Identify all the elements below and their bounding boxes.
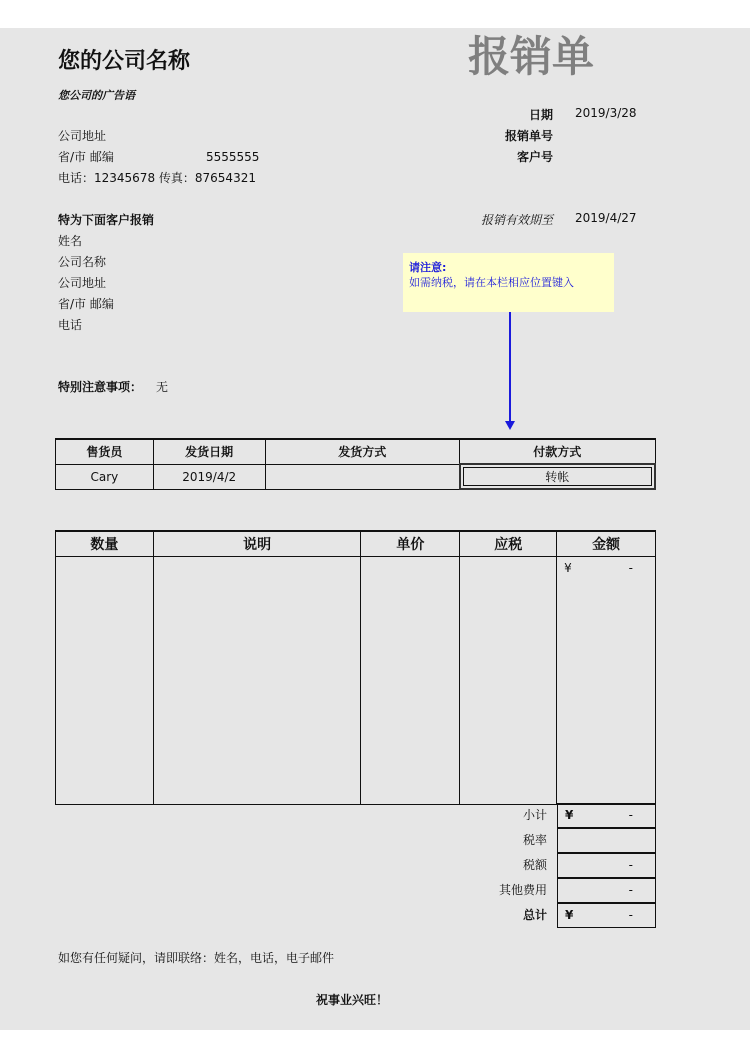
total-currency: ¥ [565, 808, 574, 822]
header-quantity: 数量 [56, 531, 154, 556]
total-value: - [628, 858, 633, 872]
total-cell[interactable] [557, 828, 656, 853]
total-value: - [628, 908, 633, 922]
shipping-table [55, 438, 656, 490]
header-ship-date: 发货日期 [153, 439, 265, 464]
company-zip: 5555555 [206, 150, 260, 164]
header-payment: 付款方式 [460, 439, 655, 464]
total-cell[interactable] [557, 903, 656, 928]
total-label: 税率 [522, 833, 547, 847]
cell-description[interactable] [153, 556, 361, 804]
customer-address: 公司地址 [58, 276, 107, 290]
cell-taxable[interactable] [460, 556, 557, 804]
customer-heading: 特为下面客户报销 [58, 213, 155, 227]
date-label: 日期 [528, 108, 553, 122]
footer-contact: 如您有任何疑问，请即联络：姓名，电话，电子邮件 [58, 951, 335, 965]
amount-value: - [628, 560, 633, 575]
document-title: 报销单 [468, 32, 595, 81]
cell-salesperson[interactable]: Cary [56, 464, 154, 489]
cell-unit-price[interactable] [361, 556, 460, 804]
footer-thanks: 祝事业兴旺！ [316, 993, 389, 1007]
total-value: - [628, 883, 633, 897]
total-label: 税额 [522, 858, 547, 872]
customer-city-zip: 省/市 邮编 [58, 297, 114, 311]
customer-phone: 电话 [58, 318, 83, 332]
company-city-zip: 省/市 邮编 [58, 150, 114, 164]
total-label: 小计 [522, 808, 547, 822]
cell-quantity[interactable] [56, 556, 154, 804]
total-label: 总计 [522, 908, 547, 922]
total-cell[interactable] [557, 853, 656, 878]
total-label: 其他费用 [498, 883, 547, 897]
total-currency: ¥ [565, 908, 574, 922]
company-name: 您的公司名称 [58, 49, 191, 74]
note-title: 请注意: [409, 261, 447, 274]
header-taxable: 应税 [460, 531, 557, 556]
amount-currency: ¥ [564, 560, 572, 575]
tagline: 您公司的广告语 [58, 89, 135, 102]
number-label: 报销单号 [504, 129, 553, 143]
note-arrow [509, 312, 511, 422]
header-amount: 金额 [557, 531, 656, 556]
valid-until-value: 2019/4/27 [575, 211, 637, 225]
note-text: 如需纳税，请在本栏相应位置键入 [409, 276, 574, 289]
total-cell[interactable] [557, 803, 656, 828]
arrow-head-icon [505, 421, 515, 430]
cell-payment[interactable]: 转帐 [460, 464, 655, 489]
total-cell[interactable] [557, 878, 656, 903]
customer-company: 公司名称 [58, 255, 107, 269]
company-address: 公司地址 [58, 129, 107, 143]
special-notes-label: 特别注意事项： [58, 380, 143, 394]
tax-note [403, 253, 614, 312]
valid-until-label: 报销有效期至 [480, 213, 553, 227]
items-table [55, 530, 656, 805]
cell-ship-date[interactable]: 2019/4/2 [153, 464, 265, 489]
header-salesperson: 售货员 [56, 439, 154, 464]
header-ship-method: 发货方式 [265, 439, 459, 464]
company-phone-fax: 电话：12345678 传真：87654321 [58, 171, 256, 185]
cell-amount[interactable] [557, 556, 656, 804]
header-unit-price: 单价 [361, 531, 460, 556]
cell-ship-method[interactable] [265, 464, 459, 489]
header-description: 说明 [153, 531, 361, 556]
customer-name: 姓名 [58, 234, 83, 248]
customer-no-label: 客户号 [516, 150, 553, 164]
date-value: 2019/3/28 [575, 106, 637, 120]
special-notes-value: 无 [156, 380, 169, 394]
total-value: - [628, 808, 633, 822]
